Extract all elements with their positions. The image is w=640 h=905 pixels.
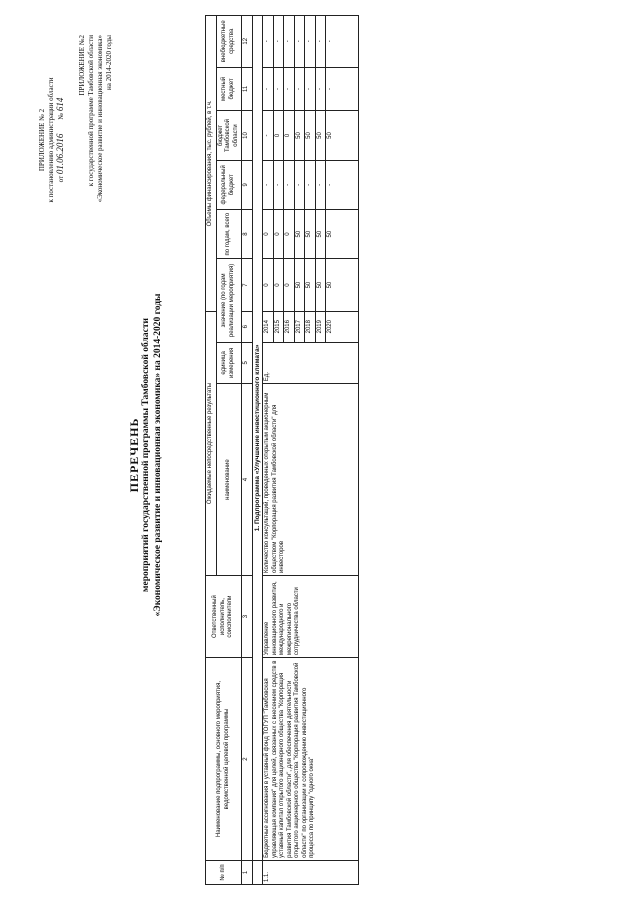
header-federal: федеральный бюджет xyxy=(216,160,242,209)
value-cell: 50 xyxy=(305,259,316,312)
col-num: 3 xyxy=(242,575,253,657)
federal-cell: - xyxy=(273,160,284,209)
col-num: 4 xyxy=(242,384,253,576)
local-cell: - xyxy=(294,67,305,111)
col-num: 7 xyxy=(242,259,253,312)
table-row xyxy=(263,16,274,885)
header-name: Наименование подпрограммы, основного мероприятия, ведомственной целевой программы xyxy=(206,658,242,861)
year-cell: 2017 xyxy=(294,311,305,342)
value-cell: 0 xyxy=(263,259,274,312)
col-num: 8 xyxy=(242,209,253,258)
federal-cell: - xyxy=(315,160,326,209)
offbudget-cell: - xyxy=(273,16,284,68)
header-offbudget: внебюджетные средства xyxy=(216,16,242,68)
value-cell: 50 xyxy=(294,259,305,312)
year-cell: 2016 xyxy=(284,311,295,342)
appendix-title: ПРИЛОЖЕНИЕ № 2 xyxy=(38,108,46,172)
col-num: 12 xyxy=(242,16,253,68)
offbudget-cell: - xyxy=(284,16,295,68)
federal-cell: - xyxy=(294,160,305,209)
header-value: значение (по годам реализации мероприятия) xyxy=(216,259,242,342)
header-unit: единица измерения xyxy=(216,342,242,384)
value-cell: 0 xyxy=(284,259,295,312)
value-cell: 0 xyxy=(273,259,284,312)
appendix-program-note: ПРИЛОЖЕНИЕ №2 к государственной программе Тамбовской области «Экономическое развитие и инновационная экономика» на 2014-2020 годы xyxy=(78,35,113,203)
document-heading xyxy=(128,125,164,785)
total-cell: 50 xyxy=(315,209,326,258)
col-num: 10 xyxy=(242,111,253,160)
year-cell: 2019 xyxy=(315,311,326,342)
col-num: 5 xyxy=(242,342,253,384)
measures-table xyxy=(205,15,359,885)
federal-cell: - xyxy=(326,160,359,209)
local-cell: - xyxy=(273,67,284,111)
result-unit: Ед. xyxy=(263,342,359,384)
year-cell: 2020 xyxy=(326,311,359,342)
regional-cell: 0 xyxy=(273,111,284,160)
header-responsible: Ответственный исполнитель, соисполнители xyxy=(206,575,242,657)
header-results: Ожидаемые непосредственные результаты xyxy=(206,311,217,575)
local-cell: - xyxy=(305,67,316,111)
heading-line3: «Экономическое развитие и инновационная экономика» на 2014-2020 годы xyxy=(153,293,163,617)
col-num: 11 xyxy=(242,67,253,111)
local-cell: - xyxy=(284,67,295,111)
header-local: местный бюджет xyxy=(216,67,242,111)
col-num: 2 xyxy=(242,658,253,861)
header-num: № п/п xyxy=(206,860,242,884)
offbudget-cell: - xyxy=(315,16,326,68)
local-cell: - xyxy=(326,67,359,111)
federal-cell: - xyxy=(284,160,295,209)
header-result-name: наименование xyxy=(216,384,242,576)
year-cell: 2015 xyxy=(273,311,284,342)
measure-name: Бюджетные ассигнования в уставный фонд ТОГУП "Тамбовская управляющая компания" для целей, связанных с внесением средств в уставный капитал открытого акционерного общества "Корпорация развития Тамбовской области", для обеспечения деятельности открытого акционерного общества "Корпорация развития Тамбовской области" по организации и сопровождению инвестиционного процесса по принципу "одного окна" xyxy=(263,658,359,861)
regional-cell: 50 xyxy=(315,111,326,160)
regional-cell: - xyxy=(263,111,274,160)
regional-cell: 50 xyxy=(326,111,359,160)
number-handwritten: 614 xyxy=(55,97,65,112)
header-regional: бюджет Тамбовской области xyxy=(216,111,242,160)
local-cell: - xyxy=(263,67,274,111)
col-num: 6 xyxy=(242,311,253,342)
col-num: 1 xyxy=(242,860,253,884)
appendix-date-line: от 01.06.2016 № 614 xyxy=(55,97,65,183)
row-number: 1.1. xyxy=(263,860,359,884)
total-cell: 0 xyxy=(273,209,284,258)
regional-cell: 0 xyxy=(284,111,295,160)
column-numbers-row xyxy=(242,16,253,885)
appendix-stamp xyxy=(38,35,66,245)
heading-title: ПЕРЕЧЕНЬ xyxy=(127,417,141,493)
federal-cell: - xyxy=(305,160,316,209)
offbudget-cell: - xyxy=(263,16,274,68)
total-cell: 50 xyxy=(294,209,305,258)
offbudget-cell: - xyxy=(326,16,359,68)
appendix-subtitle: к постановлению администрации области xyxy=(47,77,55,203)
header-funding: Объемы финансирования, тыс. рублей, в т.ч. xyxy=(206,16,217,312)
heading-line2: мероприятий государственной программы Тамбовской области xyxy=(141,318,151,592)
date-handwritten: 01.06.2016 xyxy=(55,133,65,175)
result-name: Количество консультаций, проведенных открытым акционерным обществом "Корпорация развития Тамбовской области" для инвесторов xyxy=(263,384,359,576)
regional-cell: 50 xyxy=(305,111,316,160)
federal-cell: - xyxy=(263,160,274,209)
header-total: по годам, всего xyxy=(216,209,242,258)
measure-responsible: Управление инновационного развития, международного и межрегионального сотрудничества области xyxy=(263,575,359,657)
total-cell: 0 xyxy=(284,209,295,258)
regional-cell: 50 xyxy=(294,111,305,160)
value-cell: 50 xyxy=(326,259,359,312)
local-cell: - xyxy=(315,67,326,111)
year-cell: 2018 xyxy=(305,311,316,342)
total-cell: 0 xyxy=(263,209,274,258)
value-cell: 50 xyxy=(315,259,326,312)
col-num: 9 xyxy=(242,160,253,209)
subprogram-title: 1. Подпрограмма «Улучшение инвестиционного климата» xyxy=(252,16,263,861)
total-cell: 50 xyxy=(326,209,359,258)
year-cell: 2014 xyxy=(263,311,274,342)
offbudget-cell: - xyxy=(305,16,316,68)
offbudget-cell: - xyxy=(294,16,305,68)
total-cell: 50 xyxy=(305,209,316,258)
